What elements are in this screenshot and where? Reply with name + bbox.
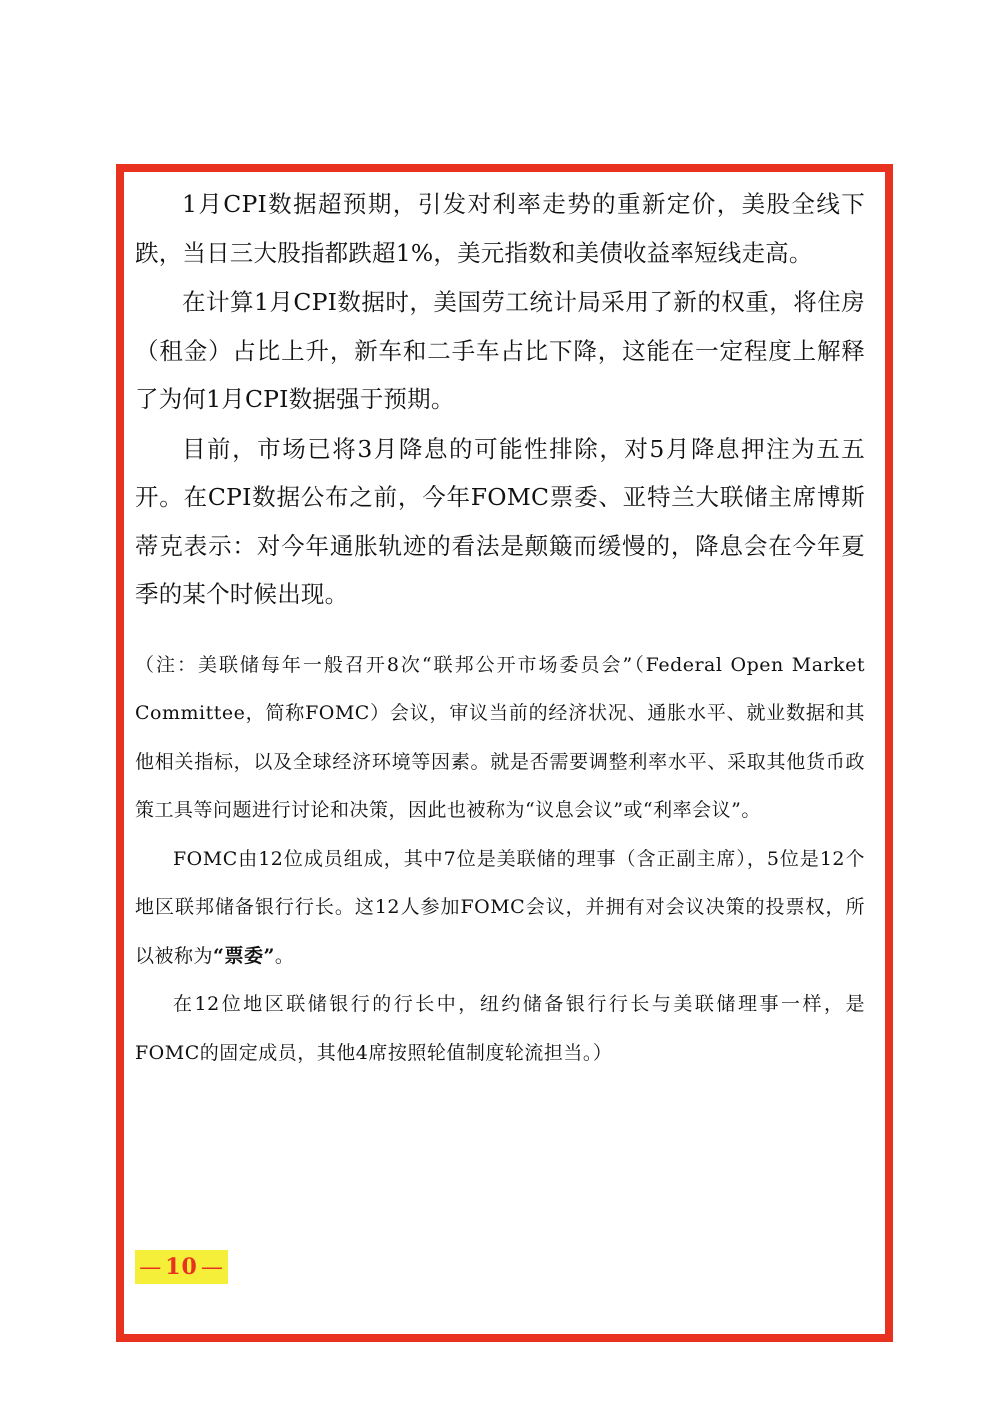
note-voting-members-term: “票委” [213,944,275,967]
paragraph-cpi-weights: 在计算1月CPI数据时，美国劳工统计局采用了新的权重，将住房（租金）占比上升，新车和二手车占比下降，这能在一定程度上解释了为何1月CPI数据强于预期。 [135,288,865,413]
paragraph-cpi-exceeds-expectations: 1月CPI数据超预期，引发对利率走势的重新定价，美股全线下跌，当日三大股指都跌超1%，美元指数和美债收益率短线走高。 [135,190,865,267]
page-number-dash-right: — [200,1254,224,1280]
note-members-text: FOMC由12位成员组成，其中7位是美联储的理事（含正副主席），5位是12个地区联邦储备银行行长。这12人参加FOMC会议，并拥有对会议决策的投票权，所以被称为 [135,847,865,967]
note-paragraph-fomc-meetings: （注：美联储每年一般召开8次“联邦公开市场委员会”（Federal Open Market Committee，简称FOMC）会议，审议当前的经济状况、通胀水平、就业数据和其他相关指标，以及全球经济环境等因素。就是否需要调整利率水平、采取其他货币政策工具等问题进行讨论和决策，因此也被称为“议息会议”或“利率会议”。 [135,653,865,821]
note-members-end: 。 [274,944,295,967]
note-paragraph-rotation: 在12位地区联储银行的行长中，纽约储备银行行长与美联储理事一样，是FOMC的固定成员，其他4席按照轮值制度轮流担当。） [135,993,865,1064]
page-number-badge [135,1250,228,1284]
fomc-note [135,641,865,1078]
page-number-dash-left: — [139,1254,163,1280]
page-number: 10 [165,1254,198,1280]
document-body [135,180,865,1077]
paragraph-rate-cut-outlook: 目前，市场已将3月降息的可能性排除，对5月降息押注为五五开。在CPI数据公布之前，今年FOMC票委、亚特兰大联储主席博斯蒂克表示：对今年通胀轨迹的看法是颠簸而缓慢的，降息会在今年夏季的某个时候出现。 [135,434,865,608]
note-paragraph-fomc-members [135,835,865,981]
